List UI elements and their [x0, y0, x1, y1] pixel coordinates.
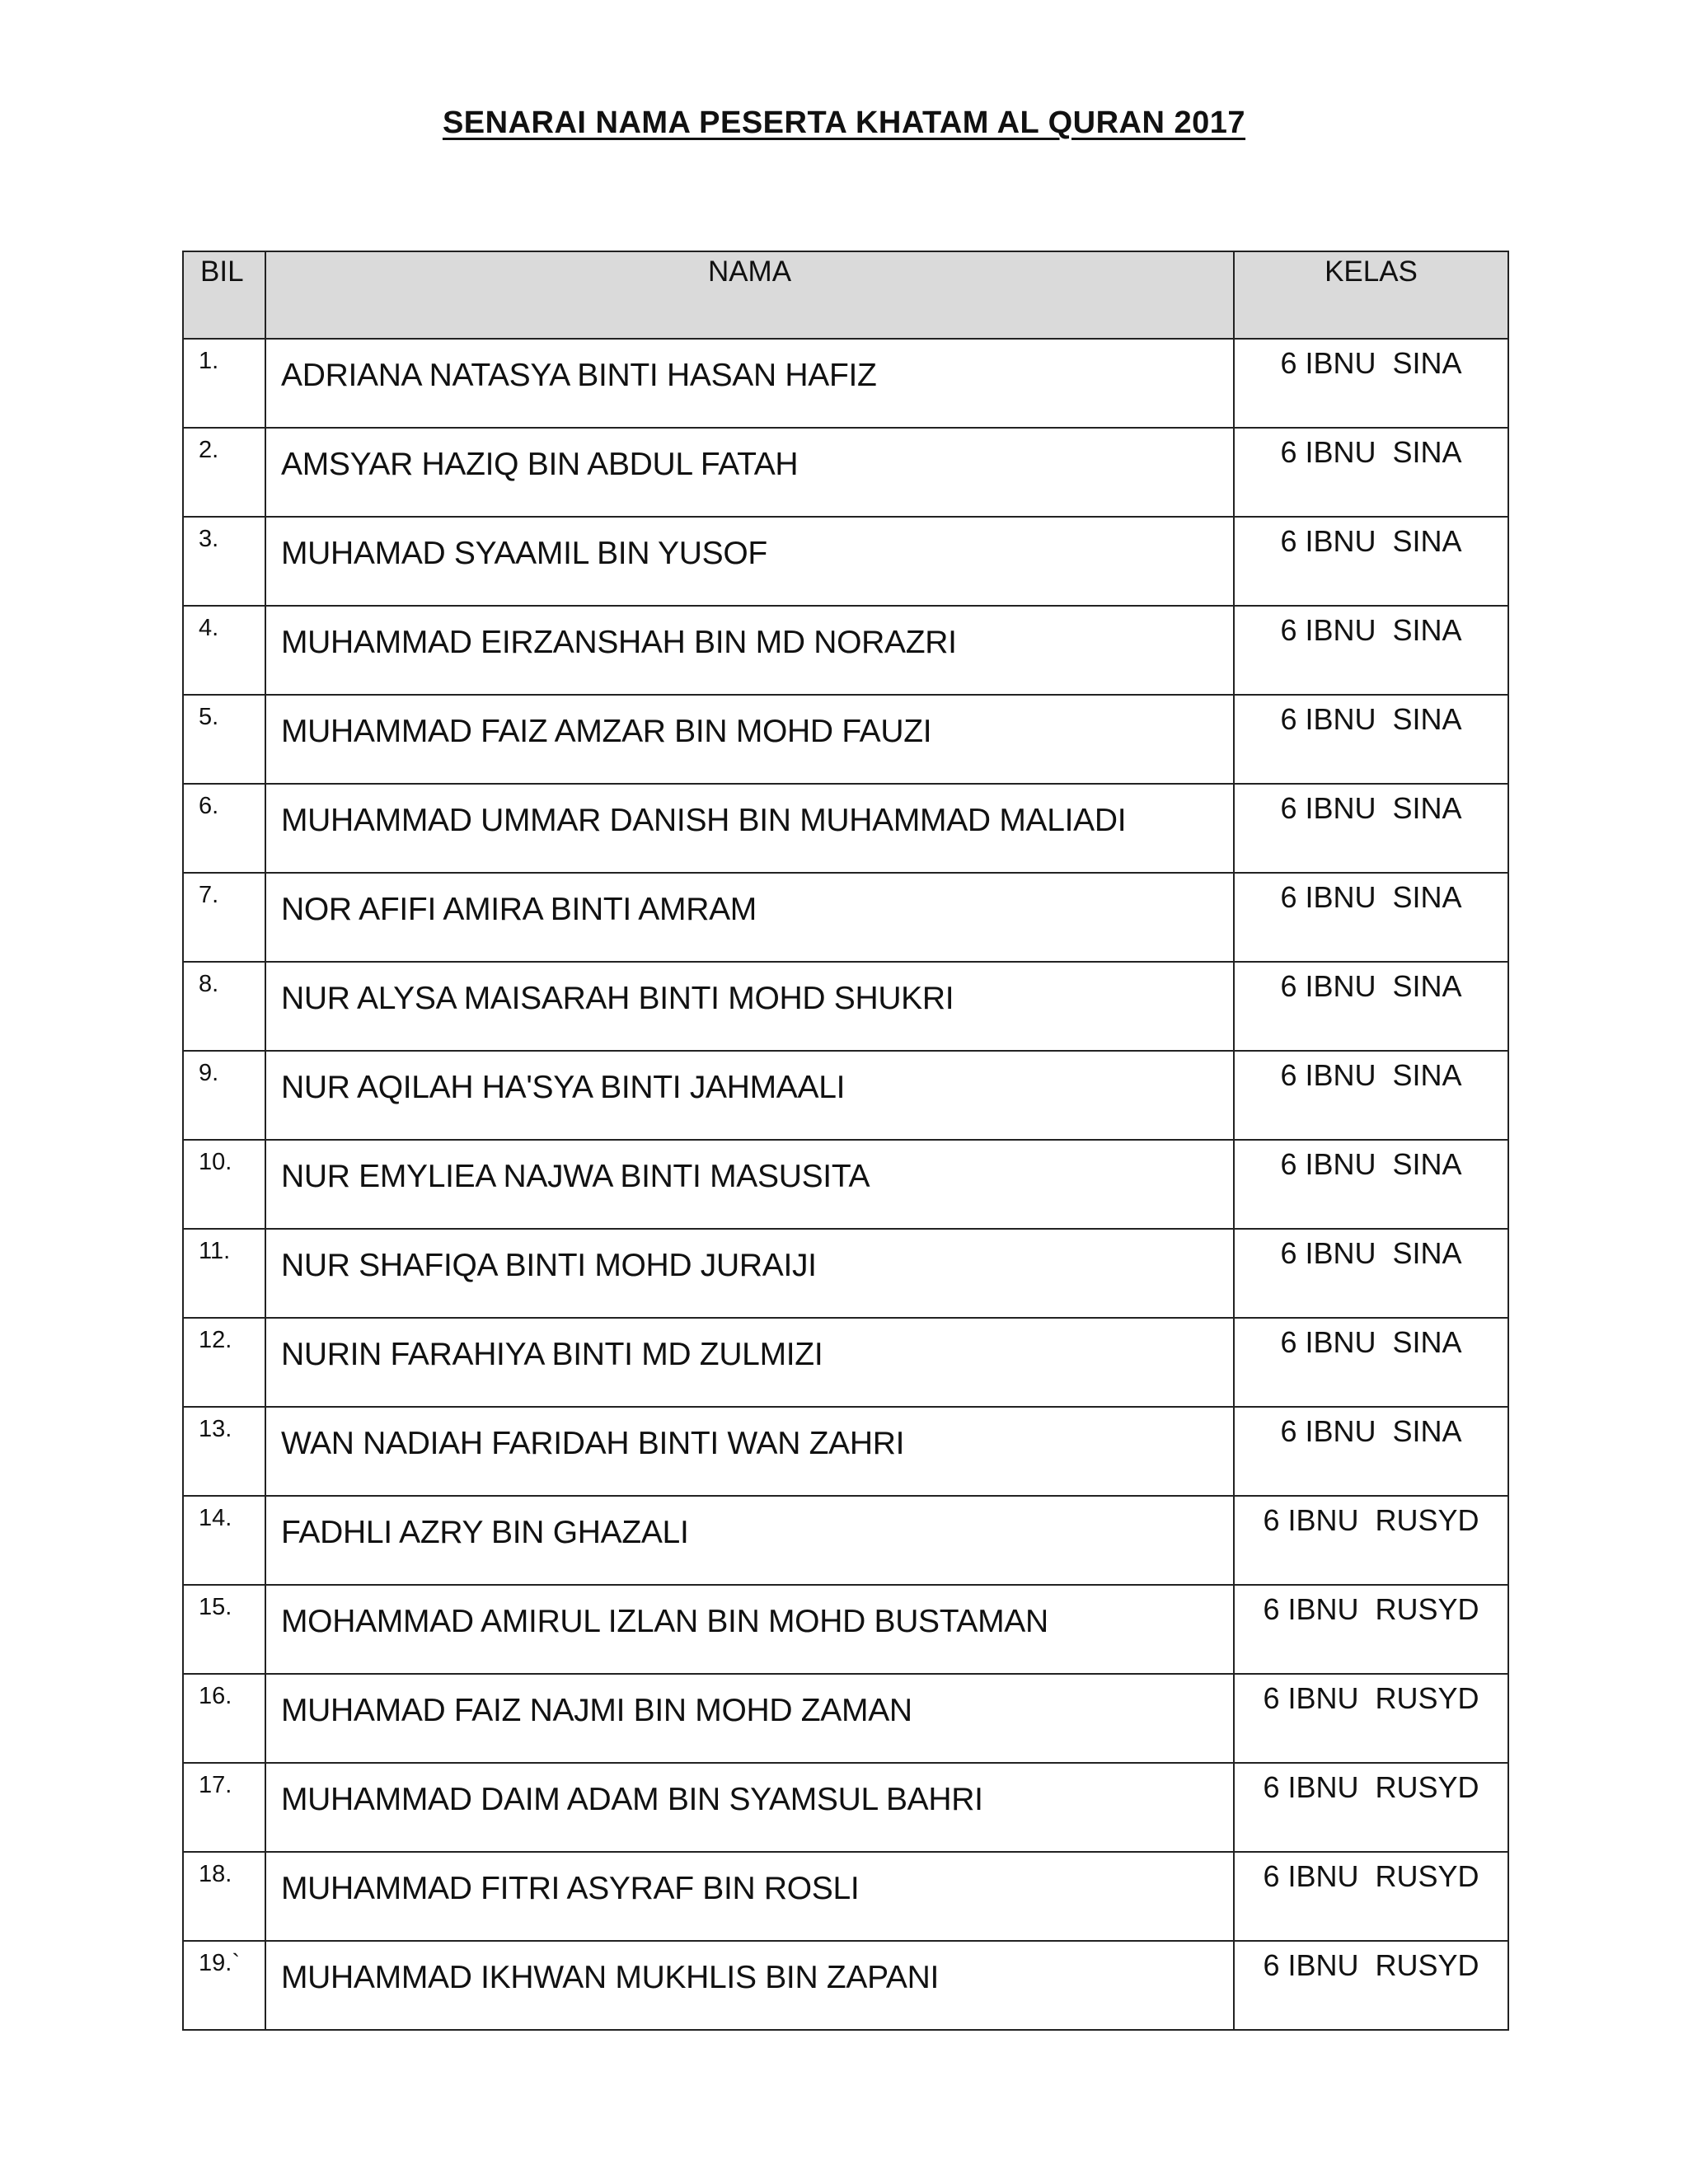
- cell-bil: 2.: [183, 428, 265, 517]
- table-row: [183, 695, 1508, 784]
- page-title: [0, 105, 1688, 141]
- cell-bil: 8.: [183, 962, 265, 1051]
- cell-nama: MUHAMMAD FITRI ASYRAF BIN ROSLI: [265, 1852, 1234, 1941]
- table-row: [183, 1941, 1508, 2030]
- table-row: [183, 517, 1508, 606]
- cell-nama: WAN NADIAH FARIDAH BINTI WAN ZAHRI: [265, 1407, 1234, 1496]
- cell-kelas: 6 IBNU SINA: [1234, 606, 1508, 695]
- cell-nama: MUHAMAD FAIZ NAJMI BIN MOHD ZAMAN: [265, 1674, 1234, 1763]
- table-row: [183, 1585, 1508, 1674]
- cell-bil: 5.: [183, 695, 265, 784]
- participant-table: [182, 251, 1509, 2031]
- cell-kelas: 6 IBNU SINA: [1234, 962, 1508, 1051]
- cell-kelas: 6 IBNU SINA: [1234, 695, 1508, 784]
- cell-bil: 4.: [183, 606, 265, 695]
- cell-nama: MUHAMMAD IKHWAN MUKHLIS BIN ZAPANI: [265, 1941, 1234, 2030]
- cell-kelas: 6 IBNU SINA: [1234, 339, 1508, 428]
- cell-nama: MOHAMMAD AMIRUL IZLAN BIN MOHD BUSTAMAN: [265, 1585, 1234, 1674]
- cell-bil: 17.: [183, 1763, 265, 1852]
- table-row: [183, 1318, 1508, 1407]
- cell-kelas: 6 IBNU RUSYD: [1234, 1852, 1508, 1941]
- cell-nama: NOR AFIFI AMIRA BINTI AMRAM: [265, 873, 1234, 962]
- cell-bil: 1.: [183, 339, 265, 428]
- header-nama: NAMA: [265, 251, 1234, 339]
- cell-bil: 14.: [183, 1496, 265, 1585]
- header-bil: BIL: [183, 251, 265, 339]
- table-header-row: [183, 251, 1508, 339]
- cell-kelas: 6 IBNU SINA: [1234, 873, 1508, 962]
- cell-bil: 13.: [183, 1407, 265, 1496]
- cell-nama: NURIN FARAHIYA BINTI MD ZULMIZI: [265, 1318, 1234, 1407]
- cell-kelas: 6 IBNU SINA: [1234, 517, 1508, 606]
- table-row: [183, 1496, 1508, 1585]
- table-row: [183, 606, 1508, 695]
- cell-nama: NUR EMYLIEA NAJWA BINTI MASUSITA: [265, 1140, 1234, 1229]
- cell-bil: 18.: [183, 1852, 265, 1941]
- cell-kelas: 6 IBNU RUSYD: [1234, 1674, 1508, 1763]
- table-row: [183, 784, 1508, 873]
- cell-nama: MUHAMMAD UMMAR DANISH BIN MUHAMMAD MALIADI: [265, 784, 1234, 873]
- cell-nama: MUHAMAD SYAAMIL BIN YUSOF: [265, 517, 1234, 606]
- cell-bil: 7.: [183, 873, 265, 962]
- cell-bil: 6.: [183, 784, 265, 873]
- table-row: [183, 339, 1508, 428]
- cell-nama: ADRIANA NATASYA BINTI HASAN HAFIZ: [265, 339, 1234, 428]
- cell-kelas: 6 IBNU SINA: [1234, 1407, 1508, 1496]
- cell-nama: AMSYAR HAZIQ BIN ABDUL FATAH: [265, 428, 1234, 517]
- page-title-text: SENARAI NAMA PESERTA KHATAM AL QURAN 2017: [442, 105, 1246, 140]
- cell-bil: 15.: [183, 1585, 265, 1674]
- cell-bil: 16.: [183, 1674, 265, 1763]
- cell-nama: MUHAMMAD DAIM ADAM BIN SYAMSUL BAHRI: [265, 1763, 1234, 1852]
- cell-kelas: 6 IBNU SINA: [1234, 784, 1508, 873]
- cell-kelas: 6 IBNU RUSYD: [1234, 1585, 1508, 1674]
- cell-nama: FADHLI AZRY BIN GHAZALI: [265, 1496, 1234, 1585]
- cell-nama: NUR AQILAH HA'SYA BINTI JAHMAALI: [265, 1051, 1234, 1140]
- table-row: [183, 1229, 1508, 1318]
- cell-kelas: 6 IBNU SINA: [1234, 1051, 1508, 1140]
- table-row: [183, 1407, 1508, 1496]
- cell-kelas: 6 IBNU RUSYD: [1234, 1941, 1508, 2030]
- table-row: [183, 962, 1508, 1051]
- cell-kelas: 6 IBNU RUSYD: [1234, 1763, 1508, 1852]
- table-row: [183, 873, 1508, 962]
- cell-bil: 11.: [183, 1229, 265, 1318]
- cell-nama: NUR SHAFIQA BINTI MOHD JURAIJI: [265, 1229, 1234, 1318]
- header-kelas: KELAS: [1234, 251, 1508, 339]
- cell-bil: 3.: [183, 517, 265, 606]
- table-row: [183, 1763, 1508, 1852]
- cell-bil: 9.: [183, 1051, 265, 1140]
- cell-kelas: 6 IBNU SINA: [1234, 428, 1508, 517]
- table-row: [183, 1852, 1508, 1941]
- table-row: [183, 428, 1508, 517]
- cell-bil: 10.: [183, 1140, 265, 1229]
- table-row: [183, 1051, 1508, 1140]
- cell-kelas: 6 IBNU SINA: [1234, 1229, 1508, 1318]
- cell-nama: MUHAMMAD EIRZANSHAH BIN MD NORAZRI: [265, 606, 1234, 695]
- cell-bil: 19.`: [183, 1941, 265, 2030]
- cell-nama: MUHAMMAD FAIZ AMZAR BIN MOHD FAUZI: [265, 695, 1234, 784]
- table-row: [183, 1674, 1508, 1763]
- cell-bil: 12.: [183, 1318, 265, 1407]
- cell-kelas: 6 IBNU RUSYD: [1234, 1496, 1508, 1585]
- cell-kelas: 6 IBNU SINA: [1234, 1318, 1508, 1407]
- cell-nama: NUR ALYSA MAISARAH BINTI MOHD SHUKRI: [265, 962, 1234, 1051]
- cell-kelas: 6 IBNU SINA: [1234, 1140, 1508, 1229]
- table-row: [183, 1140, 1508, 1229]
